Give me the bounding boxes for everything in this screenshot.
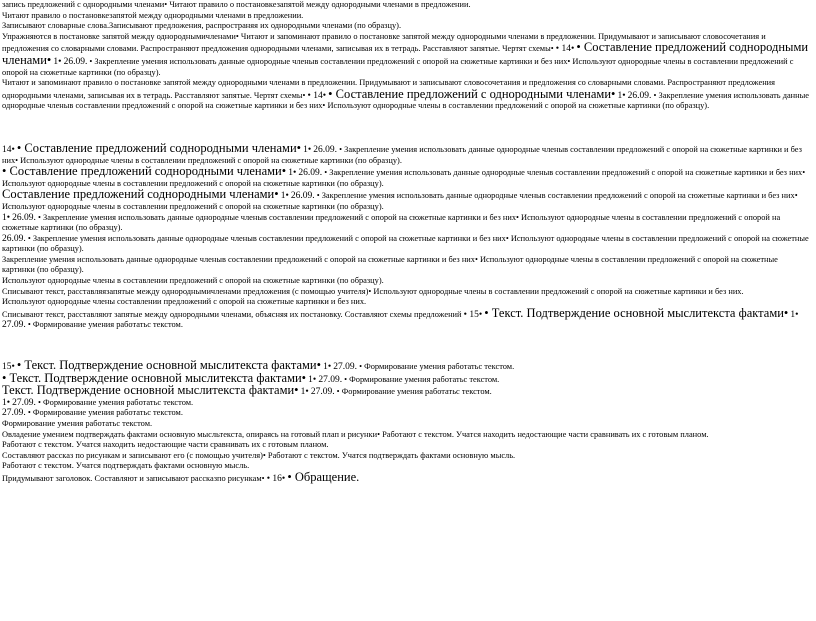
text-paragraph bbox=[2, 305, 810, 331]
lesson-date: 27.09. bbox=[2, 320, 26, 331]
spacer bbox=[2, 331, 810, 360]
text-paragraph bbox=[2, 189, 810, 212]
text-run: • Закрепление умения использовать данные однородные членыв составлении предложений с опорой на сюжетные картинки и без них• Используют однородные члены в составлении предложений с опорой на сюжетные картинки (по образцу). bbox=[2, 233, 809, 254]
section-homogeneous-members-rules bbox=[2, 0, 810, 112]
text-line: Работают с текстом. Учатся находить недостающие части сравнивать их с готовым планом. bbox=[2, 440, 329, 450]
lesson-hours: 1• bbox=[790, 309, 799, 320]
text-run: • Формирование умения работатьс текстом. bbox=[344, 374, 500, 384]
lesson-hours: 1• bbox=[2, 397, 11, 408]
section-lesson-15 bbox=[2, 360, 810, 485]
text-paragraph bbox=[2, 234, 810, 255]
text-run: • Закрепление умения использовать данные однородные членыв составлении предложений с опорой на сюжетные картинки и без них• Используют однородные члены в составлении предложений с опорой на сюжетные картинки (по образцу). bbox=[2, 212, 781, 233]
lesson-date: 26.09. bbox=[298, 168, 323, 179]
text-run: • Закрепление умения использовать данные однородные членыв составлении предложений с опорой на сюжетные картинки и без них• Используют однородные члены в составлении предложений с опорой на сюжетные картинки (по образцу). bbox=[2, 90, 809, 111]
lesson-hours: 1• bbox=[280, 191, 289, 202]
text-line: Составляют рассказ по рисункам и записывают его (с помощью учителя)• Работают с текстом. Учатся подтверждать фактами основную мысль. bbox=[2, 450, 516, 460]
lesson-date: 26.09. bbox=[2, 233, 26, 244]
lesson-date: 27.09. bbox=[333, 362, 357, 373]
lesson-number: 15• bbox=[2, 362, 15, 373]
lesson-hours: 1• bbox=[303, 144, 312, 155]
text-paragraph bbox=[2, 408, 810, 419]
lesson-date: 26.09. bbox=[63, 56, 88, 67]
text-paragraph bbox=[2, 469, 810, 485]
text-line: Работают с текстом. Учатся подтверждать фактами основную мысль. bbox=[2, 461, 250, 471]
text-run: • Формирование умения работатьс текстом. bbox=[27, 408, 183, 418]
text-run: • Закрепление умения использовать данные однородные членыв составлении предложений с опорой на сюжетные картинки и без них• Используют однородные члены в составлении предложений с опорой на сюжетные картинки (по образцу). bbox=[2, 144, 802, 165]
lesson-title: • Составление предложений соднородными членами• bbox=[2, 164, 287, 179]
text-run: • Формирование умения работатьс текстом. bbox=[336, 387, 492, 397]
lesson-date: 26.09. bbox=[12, 212, 36, 223]
text-line: Списывают текст, расставляязапятые между однороднымичленами предложения (с помощью учителя)• Используют однородные члены в составлении предложений с опорой на сюжетные картинки и без них. bbox=[2, 286, 744, 296]
lesson-date: 26.09. bbox=[290, 191, 315, 202]
text-line: Читают правило о постановкезапятой между однородными членами в предложении. bbox=[2, 10, 304, 20]
text-run: • Формирование умения работатьс текстом. bbox=[27, 320, 183, 330]
text-paragraph bbox=[2, 213, 810, 234]
text-run: • Закрепление умения использовать данные однородные членыв составлении предложений с опорой на сюжетные картинки и без них• Используют однородные члены в составлении предложений с опорой на сюжетные картинки (по образцу). bbox=[2, 191, 798, 211]
text-line: Закрепление умения использовать данные однородные членыв составлении предложений с опорой на сюжетные картинки и без них• Используют однородные члены в составлении предложений с опорой на сюжетные картинки (по образцу). bbox=[2, 254, 778, 275]
lesson-hours: 1• bbox=[2, 212, 11, 223]
lesson-title: Текст. Подтверждение основной мыслитекста фактами• bbox=[2, 383, 299, 398]
lesson-number: • 15• bbox=[463, 309, 483, 320]
text-paragraph bbox=[2, 78, 810, 112]
text-line: Записывают словарные слова.Записывают предложения, распространяя их однородными членами (по образцу). bbox=[2, 21, 402, 31]
text-run: Списывают текст, расставляют запятые между однородными членами, объясняя их постановку. Составляют схемы предложений bbox=[2, 309, 462, 319]
lesson-date: 26.09. bbox=[627, 90, 652, 101]
lesson-date: 27.09. bbox=[310, 387, 335, 398]
lesson-title: • Текст. Подтверждение основной мыслитекста фактами• bbox=[484, 305, 789, 320]
lesson-date: 26.09. bbox=[313, 144, 338, 155]
lesson-number: • 14• bbox=[555, 44, 575, 55]
text-line: Формирование умения работатьс текстом. bbox=[2, 419, 153, 428]
lesson-title: • Обращение. bbox=[287, 469, 360, 484]
text-run: Упражняются в постановке запятой между однороднымичленами• Читают и запоминают правило о постановке запятой между однородными членами в предложении. Придумывают и записывают словосочетания и предложения со словарными словами. Распространяют предложения однородными членами, записывая их в тетрадь. Расставляют запятые. Чертят схемы• bbox=[2, 31, 766, 54]
text-line: запись предложений с однородными членами• Читают правило о постановкезапятой между однородными членами в предложении. bbox=[2, 0, 471, 9]
text-line: Используют однородные члены составлении предложений с опорой на сюжетные картинки и без них. bbox=[2, 297, 367, 307]
lesson-hours: 1• bbox=[288, 168, 297, 179]
text-paragraph bbox=[2, 385, 810, 398]
text-paragraph bbox=[2, 140, 810, 166]
text-line: Овладение умением подтверждать фактами основную мысльтекста, опираясь на готовый плап и рисунки• Работают с текстом. Учатся находить недостающие части сравнивать их с готовым планом. bbox=[2, 429, 709, 439]
lesson-hours: 1• bbox=[308, 374, 317, 385]
lesson-hours: 1• bbox=[323, 362, 332, 373]
section-lesson-14 bbox=[2, 140, 810, 331]
lesson-title: • Составление предложений соднородными членами• bbox=[2, 40, 809, 67]
text-run: Придумывают заголовок. Составляют и записывают рассказпо рисункам• bbox=[2, 473, 265, 483]
lesson-date: 27.09. bbox=[318, 374, 343, 385]
lesson-title: • Составление предложений соднородными членами• bbox=[16, 140, 302, 155]
text-paragraph bbox=[2, 166, 810, 189]
text-paragraph bbox=[2, 398, 810, 409]
lesson-title: • Текст. Подтверждение основной мыслитекста фактами• bbox=[2, 370, 307, 385]
lesson-date: 27.09. bbox=[12, 397, 36, 408]
lesson-title: • Составление предложений с однородными членами• bbox=[328, 86, 616, 101]
lesson-hours: 1• bbox=[53, 56, 62, 67]
lesson-hours: 1• bbox=[300, 387, 309, 398]
text-run: • Закрепление умения использовать данные однородные членыв составлении предложений с опорой на сюжетные картинки и без них• Используют однородные члены в составлении предложений с опорой на сюжетные картинки (по образцу). bbox=[2, 56, 794, 77]
text-run: • Закрепление умения использовать данные однородные членыв составлении предложений с опорой на сюжетные картинки и без них• Используют однородные члены в составлении предложений с опорой на сюжетные картинки (по образцу). bbox=[2, 168, 806, 188]
lesson-number: • 16• bbox=[266, 473, 286, 484]
lesson-title: • Текст. Подтверждение основной мыслитекста фактами• bbox=[16, 358, 321, 373]
lesson-title: Составление предложений соднородными членами• bbox=[2, 187, 279, 202]
text-paragraph bbox=[2, 32, 810, 78]
spacer bbox=[2, 112, 810, 143]
text-run: • Формирование умения работатьс текстом. bbox=[359, 362, 515, 372]
text-line: Используют однородные члены в составлении предложений с опорой на сюжетные картинки (по образцу). bbox=[2, 276, 384, 286]
text-run: • Формирование умения работатьс текстом. bbox=[38, 397, 194, 407]
lesson-hours: 1• bbox=[617, 90, 626, 101]
lesson-date: 27.09. bbox=[2, 408, 26, 419]
lesson-number: 14• bbox=[2, 144, 15, 155]
text-run: Читают и запоминают правило о постановке запятой между однородными членами в предложении. Придумывают и записывают словосочетания и предложения со словарными словами. Распространяют предложения однородными членами, записывая их в тетрадь. Расставляют запятые. Чертят схемы• bbox=[2, 78, 776, 100]
lesson-number: • 14• bbox=[307, 90, 327, 101]
